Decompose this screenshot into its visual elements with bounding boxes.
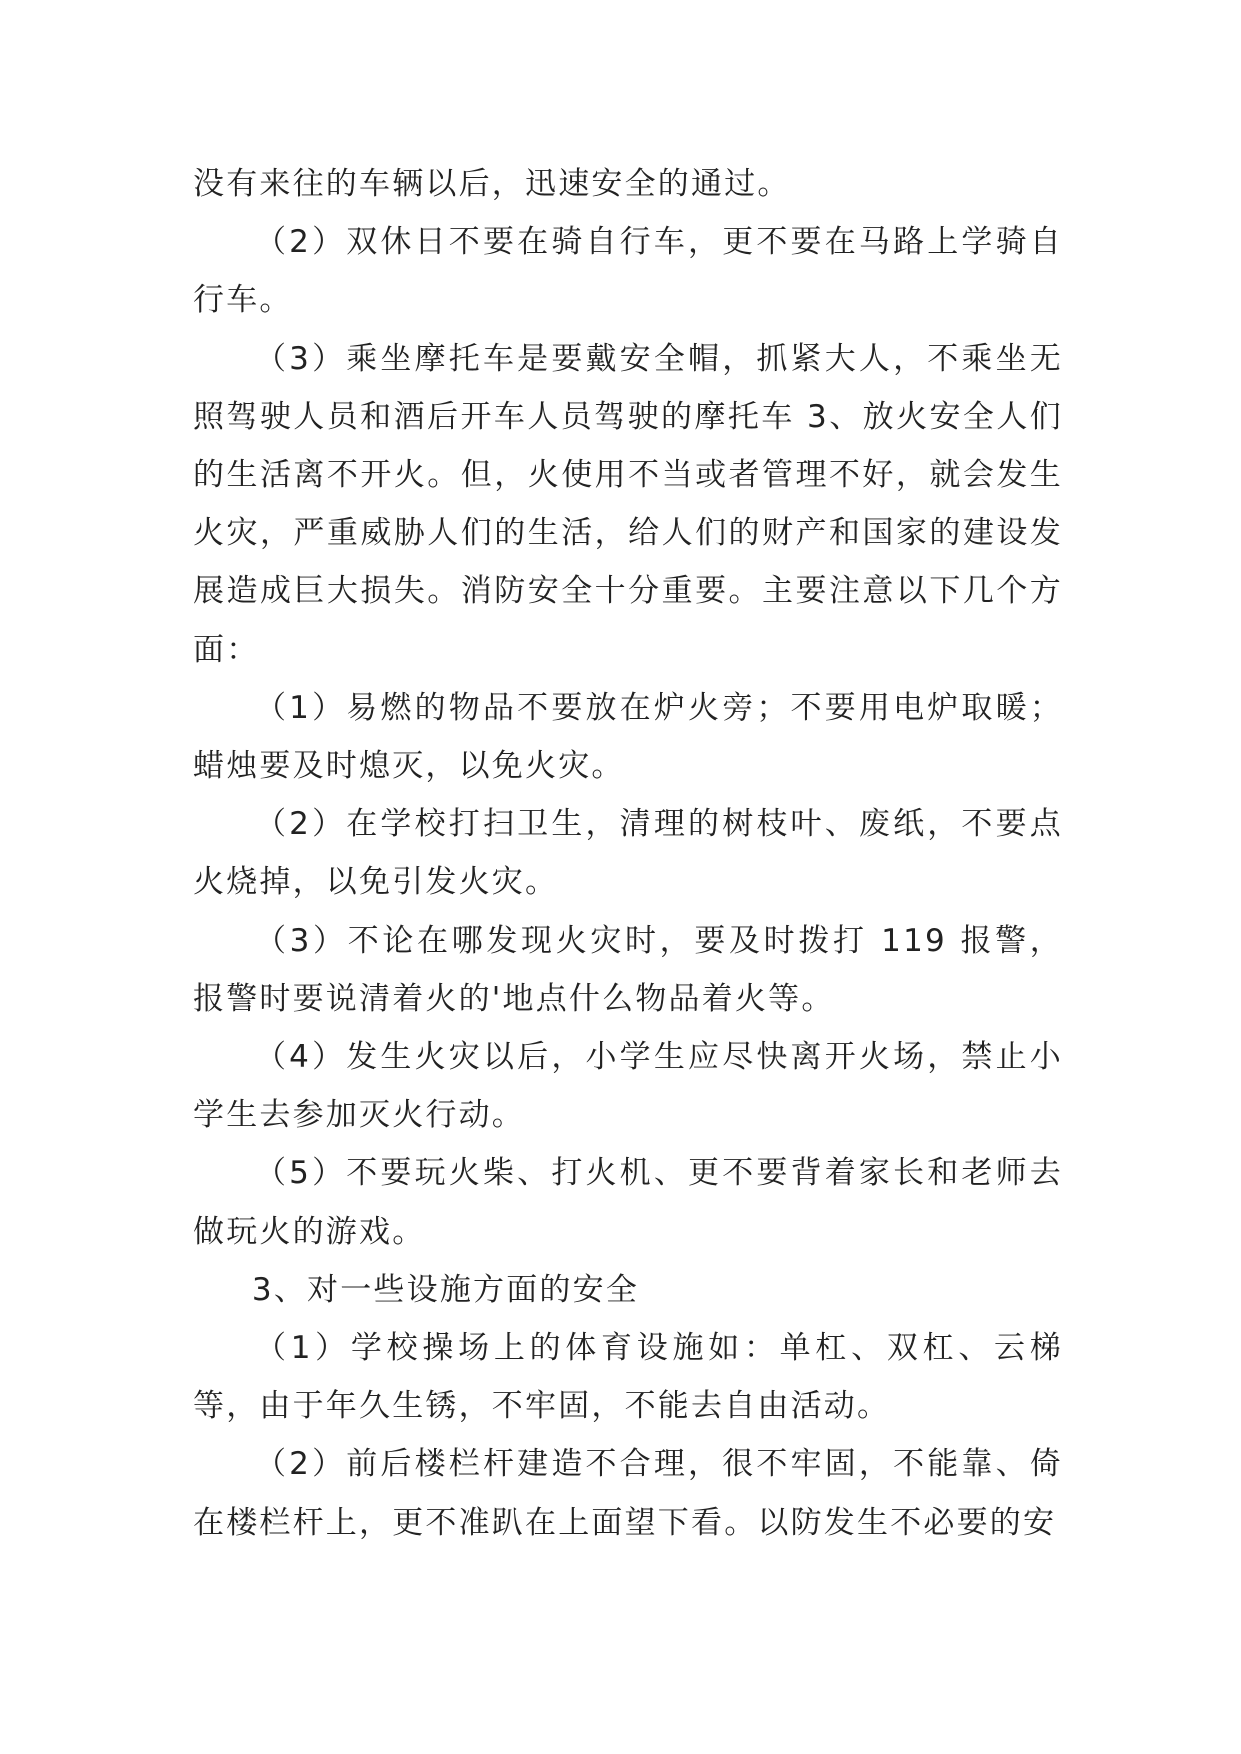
paragraph-fire-item-3: （3）不论在哪发现火灾时，要及时拨打 119 报警，报警时要说清着火的'地点什么物品着火等。 [193, 922, 1063, 1017]
paragraph-fire-item-1: （1）易燃的物品不要放在炉火旁；不要用电炉取暖；蜡烛要及时熄灭，以免火灾。 [193, 689, 1063, 785]
paragraph-fire-item-2: （2）在学校打扫卫生，清理的树枝叶、废纸，不要点火烧掉，以免引发火灾。 [193, 806, 1063, 901]
paragraph-fire-item-4: （4）发生火灾以后，小学生应尽快离开火场，禁止小学生去参加灭火行动。 [193, 1039, 1063, 1134]
paragraph-continuation: 没有来往的车辆以后，迅速安全的通过。 [193, 166, 791, 202]
paragraph-facility-item-2: （2）前后楼栏杆建造不合理，很不牢固，不能靠、倚在楼栏杆上，更不准趴在上面望下看。以防发生不必要的安 [193, 1446, 1063, 1541]
document-body [193, 155, 1063, 1552]
paragraph-fire-item-5: （5）不要玩火柴、打火机、更不要背着家长和老师去做玩火的游戏。 [193, 1155, 1063, 1250]
paragraph-item-2-bicycle: （2）双休日不要在骑自行车，更不要在马路上学骑自行车。 [193, 224, 1063, 319]
section-heading-facilities: 3、对一些设施方面的安全 [251, 1271, 640, 1308]
paragraph-facility-item-1: （1）学校操场上的体育设施如：单杠、双杠、云梯等，由于年久生锈，不牢固，不能去自由活动。 [193, 1330, 1063, 1425]
paragraph-item-3-motorcycle-fire-safety: （3）乘坐摩托车是要戴安全帽，抓紧大人，不乘坐无照驾驶人员和酒后开车人员驾驶的摩托车 3、放火安全人们的生活离不开火。但，火使用不当或者管理不好，就会发生火灾，严重威胁人们的生活，给人们的财产和国家的建设发展造成巨大损失。消防安全十分重要。主要注意以下几个方面： [193, 340, 1063, 668]
